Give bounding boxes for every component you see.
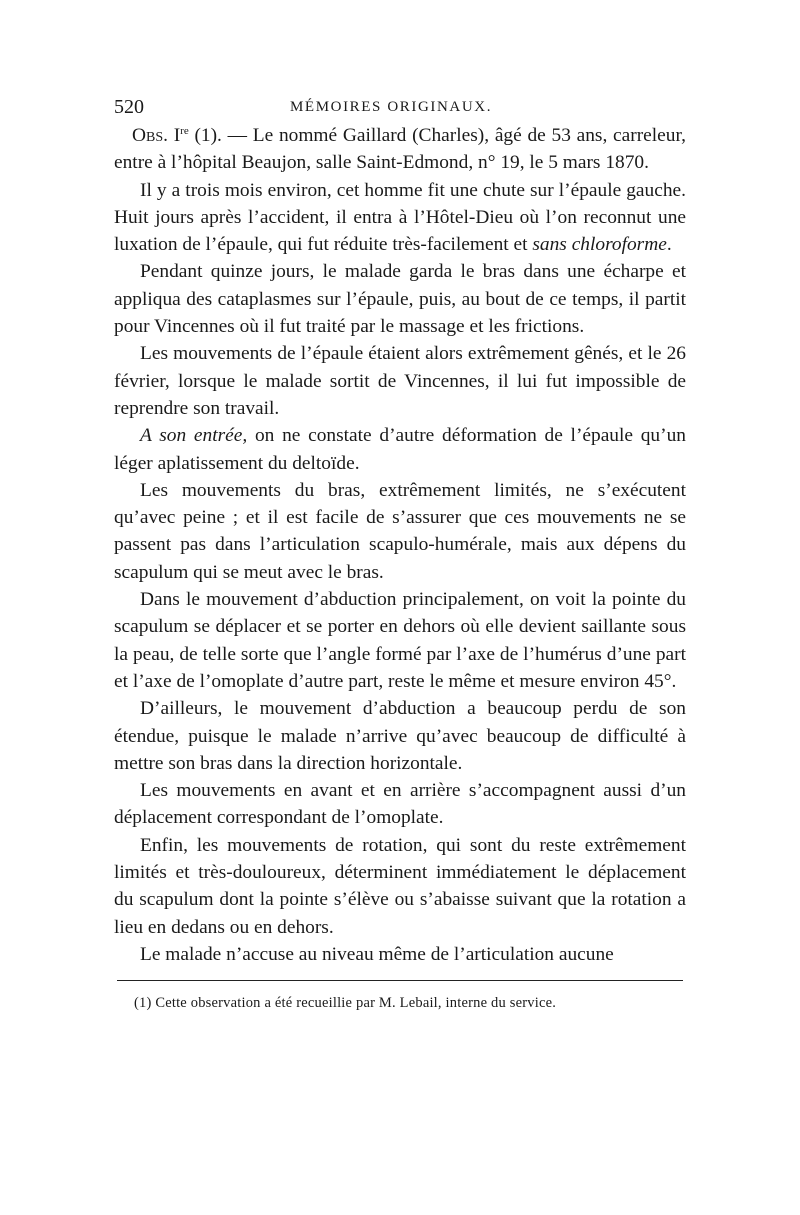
paragraph-2-italic: sans chloroforme [532, 234, 667, 256]
book-page [114, 96, 686, 1013]
paragraph-6: Les mouvements du bras, extrêmement limités, ne s’exécutent qu’avec peine ; et il est facile de s’assurer que ces mouvements ne se passent pas dans l’articulation scapulo-humérale, mais aux dépens du scapulum qui se meut avec le bras. [114, 479, 686, 583]
paragraph-5 [114, 422, 686, 477]
paragraph-9: Les mouvements en avant et en arrière s’accompagnent aussi d’un déplacement correspondant de l’omoplate. [114, 780, 686, 829]
page-header [114, 96, 686, 122]
paragraph-5-text: on ne constate d’autre déformation de l’épaule qu’un léger aplatissement du deltoïde. [114, 425, 686, 474]
footnote-divider [117, 980, 683, 981]
paragraph-2-text: Il y a trois mois environ, cet homme fit une chute sur l’épaule gauche. Huit jours après l’accident, il entra à l’Hôtel-Dieu où l’on reconnut une luxation de l’épaule, qui fut réduite très-facilement et [114, 179, 686, 256]
paragraph-1-text: Le nommé Gaillard (Charles), âgé de 53 ans, carreleur, entre à l’hôpital Beaujon, salle Saint-Edmond, n° 19, le 5 mars 1870. [114, 125, 686, 174]
footnote-marker: (1) [134, 995, 152, 1012]
paragraph-8: D’ailleurs, le mouvement d’abduction a beaucoup perdu de son étendue, puisque le malade n’arrive qu’avec beaucoup de difficulté à mettre son bras dans la direction horizontale. [114, 698, 686, 774]
paragraph-10: Enfin, les mouvements de rotation, qui sont du reste extrêmement limités et très-douloureux, déterminent immédiatement le déplacement du scapulum dont la pointe s’élève ou s’abaisse suivant que la rotation a lieu en dedans ou en dehors. [114, 834, 686, 938]
paragraph-1 [114, 122, 686, 177]
page-number: 520 [114, 96, 144, 118]
footnote-reference: (1). — [188, 125, 253, 146]
observation-superscript: re [180, 125, 189, 137]
running-head: MÉMOIRES ORIGINAUX. [290, 99, 493, 115]
paragraph-2-end: . [666, 234, 672, 256]
paragraph-2 [114, 177, 686, 259]
footnote [114, 993, 686, 1013]
paragraph-3: Pendant quinze jours, le malade garda le bras dans une écharpe et appliqua des cataplasmes sur l’épaule, puis, au bout de ce temps, il partit pour Vincennes où il fut traité par le massage et les frictions. [114, 261, 686, 338]
observation-label: Obs. I [132, 125, 181, 146]
body-text [114, 122, 686, 968]
paragraph-4: Les mouvements de l’épaule étaient alors extrêmement gênés, et le 26 février, lorsque le malade sortit de Vincennes, il lui fut impossible de reprendre son travail. [114, 343, 686, 419]
paragraph-7: Dans le mouvement d’abduction principalement, on voit la pointe du scapulum se déplacer et se porter en dehors où elle devient saillante sous la peau, de telle sorte que l’angle formé par l’axe de l’humérus d’une part et l’axe de l’omoplate d’autre part, reste le même et mesure environ 45°. [114, 589, 686, 692]
paragraph-5-italic: A son entrée, [140, 425, 248, 447]
footnote-text: Cette observation a été recueillie par M. Lebail, interne du service. [151, 995, 557, 1012]
paragraph-11: Le malade n’accuse au niveau même de l’articulation aucune [140, 943, 614, 965]
